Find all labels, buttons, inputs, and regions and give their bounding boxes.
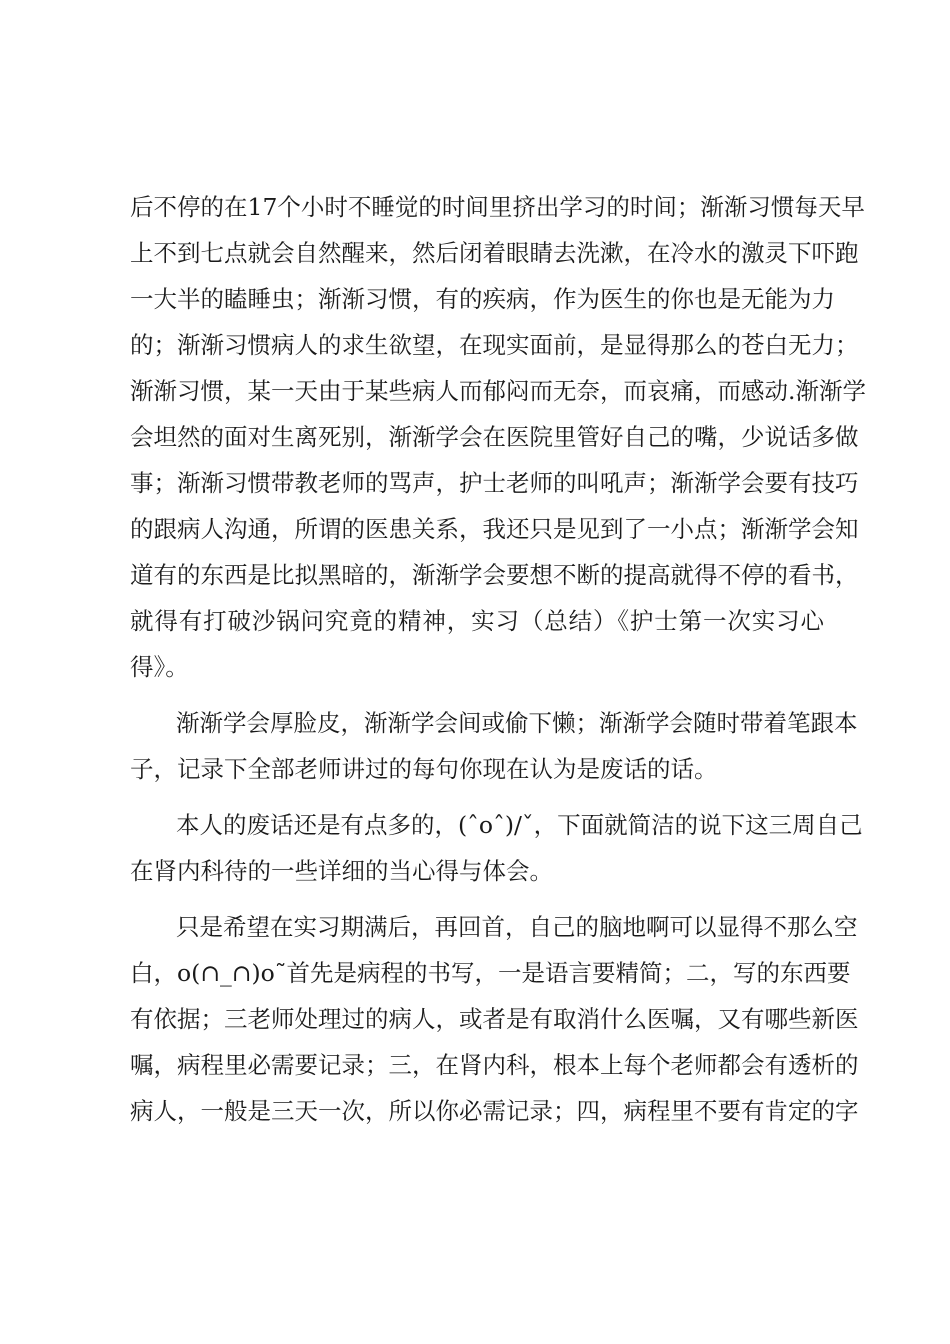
paragraph-first-line: 只是希望在实习期满后，再回首，自己的脑地啊可以显得不那么空 [176,913,858,941]
text-line: 渐渐习惯，某一天由于某些病人而郁闷而无奈，而哀痛，而感动.渐渐学 [130,377,866,405]
text-line: 上不到七点就会自然醒来，然后闭着眼睛去洗漱，在冷水的激灵下吓跑 [130,239,859,267]
text-line: 一大半的瞌睡虫；渐渐习惯，有的疾病，作为医生的你也是无能为力 [130,285,835,313]
text-line: 会坦然的面对生离死别，渐渐学会在医院里管好自己的嘴，少说话多做 [130,423,859,451]
text-line: 道有的东西是比拟黑暗的，渐渐学会要想不断的提高就得不停的看书， [130,561,859,589]
paragraph-first-line: 本人的废话还是有点多的，(ˆoˆ)/ˇ，下面就简洁的说下这三周自己 [176,811,863,839]
text-line: 病人，一般是三天一次，所以你必需记录；四，病程里不要有肯定的字 [130,1097,859,1125]
text-line: 白，o(∩_∩)o˜首先是病程的书写，一是语言要精简；二，写的东西要 [130,959,851,987]
text-line: 得》。 [130,653,189,681]
text-line: 在肾内科待的一些详细的当心得与体会。 [130,857,553,885]
text-line: 事；渐渐习惯带教老师的骂声，护士老师的叫吼声；渐渐学会要有技巧 [130,469,859,497]
text-line: 后不停的在17个小时不睡觉的时间里挤出学习的时间；渐渐习惯每天早 [130,193,865,221]
text-line: 的跟病人沟通，所谓的医患关系，我还只是见到了一小点；渐渐学会知 [130,515,859,543]
paragraph-first-line: 渐渐学会厚脸皮，渐渐学会间或偷下懒；渐渐学会随时带着笔跟本 [176,709,858,737]
text-line: 子，记录下全部老师讲过的每句你现在认为是废话的话。 [130,755,718,783]
text-line: 有依据；三老师处理过的病人，或者是有取消什么医嘱，又有哪些新医 [130,1005,859,1033]
text-line: 嘱，病程里必需要记录；三，在肾内科，根本上每个老师都会有透析的 [130,1051,859,1079]
text-line: 就得有打破沙锅问究竟的精神，实习（总结）《护士第一次实习心 [130,607,824,635]
text-line: 的；渐渐习惯病人的求生欲望，在现实面前，是显得那么的苍白无力； [130,331,859,359]
